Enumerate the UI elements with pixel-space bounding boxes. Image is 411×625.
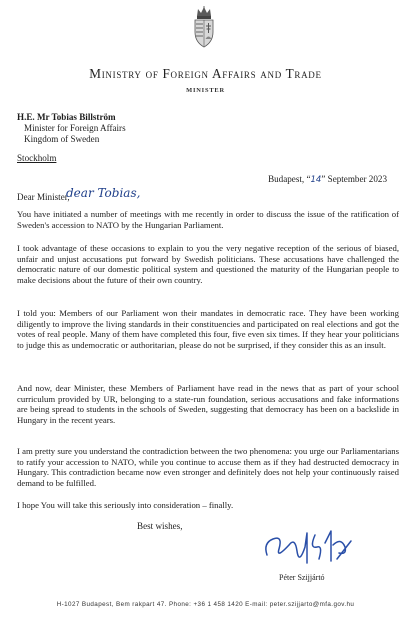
- body-paragraph: I hope You will take this seriously into consideration – finally.: [17, 500, 234, 510]
- letter-date: [268, 174, 387, 185]
- body-paragraph: I told you: Members of our Parliament won their mandates in democratic race. They have been working diligently to improve the living standards in their constituencies and participated on real elections and got the votes of real people. Many of them have completed this four, five even six times. If they hear your politicians to judge this as undemocratic or authoritarian, please do not be surprised, if they consider this as an insult.: [17, 308, 399, 351]
- recipient-city: Stockholm: [17, 153, 57, 163]
- signatory-name: Péter Szijjártó: [279, 573, 325, 582]
- body-paragraph: And now, dear Minister, these Members of Parliament have read in the news that as part of your school curriculum provided by UR, belonging to a state-run foundation, serious accusations and fake informations are being spread to students in the schools of Sweden, suggesting that democracy has been on a backslide in Hungary in the recent years.: [17, 383, 399, 426]
- coat-of-arms-icon: [192, 6, 216, 48]
- ministry-name: Ministry of Foreign Affairs and Trade: [89, 66, 322, 81]
- closing: Best wishes,: [137, 521, 183, 531]
- body-paragraph: You have initiated a number of meetings with me recently in order to discuss the issue of the ratification of Sweden's accession to NATO by the Hungarian Parliament.: [17, 209, 399, 230]
- date-day-handwritten: 14: [310, 175, 322, 185]
- greeting: Dear Minister,: [17, 192, 70, 202]
- recipient-country: Kingdom of Sweden: [24, 134, 100, 144]
- recipient-title: Minister for Foreign Affairs: [24, 123, 126, 133]
- footer-address: H-1027 Budapest, Bem rakpart 47. Phone: +36 1 458 1420 E-mail: peter.szijjarto@mfa.gov.hu: [56, 601, 355, 608]
- recipient-name: H.E. Mr Tobias Billström: [17, 112, 116, 122]
- body-paragraph: I am pretty sure you understand the contradiction between the two phenomena: you urge our Parliamentarians to ratify your accession to NATO, while you continue to accuse them as if they had destructed democracy in Hungary. This contradiction became now even stronger and definitely does not help your continuously raised demand to be fulfilled.: [17, 446, 399, 489]
- office-label: MINISTER: [186, 87, 225, 94]
- date-prefix: Budapest, “: [268, 174, 311, 184]
- body-paragraph: I took advantage of these occasions to explain to you the very negative reception of the serious of biased, unfair and unjust accusations put forward by Swedish politicians. These accusations have challenged the democratic nature of our domestic political system and questioned the maturity of the Hungarian people to make decisions about the future of their own country.: [17, 243, 399, 286]
- date-suffix: ” September 2023: [321, 174, 387, 184]
- greeting-handwritten: dear Tobias,: [66, 186, 141, 200]
- signature-icon: [259, 525, 355, 571]
